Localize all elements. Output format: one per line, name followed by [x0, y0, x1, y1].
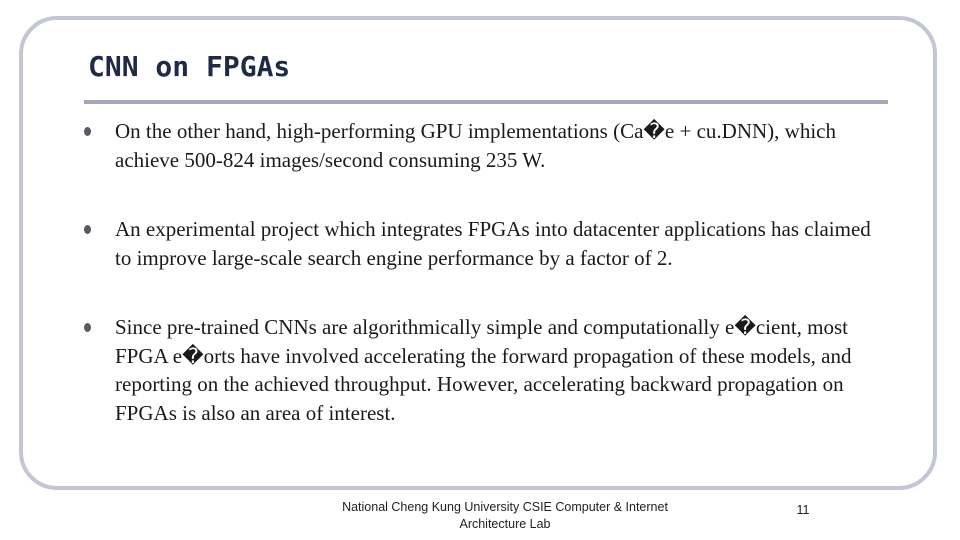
bullet-item	[84, 215, 884, 272]
slide-footer: National Cheng Kung University CSIE Computer & Internet Architecture Lab	[342, 500, 668, 531]
bullet-dot-icon	[84, 127, 91, 136]
bullet-item	[84, 313, 884, 427]
bullet-dot-icon	[84, 323, 91, 332]
bullet-text: An experimental project which integrates FPGAs into datacenter applications has claimed to improve large-scale search engine performance by a factor of 2.	[115, 217, 871, 270]
page-number: 11	[796, 503, 810, 517]
bullet-item	[84, 117, 884, 174]
title-underline	[84, 100, 888, 104]
slide-title: CNN on FPGAs	[88, 50, 291, 83]
bullet-text: On the other hand, high-performing GPU implementations (Ca�e + cu.DNN), which achieve 500-824 images/second consuming 235 W.	[115, 119, 836, 172]
bullet-text: Since pre-trained CNNs are algorithmically simple and computationally e�cient, most FPGA e�orts have involved accelerating the forward propagation of these models, and reporting on the achieved throughput. However, accelerating backward propagation on FPGAs is also an area of interest.	[115, 315, 852, 425]
bullet-dot-icon	[84, 225, 91, 234]
bullet-list	[84, 117, 884, 427]
